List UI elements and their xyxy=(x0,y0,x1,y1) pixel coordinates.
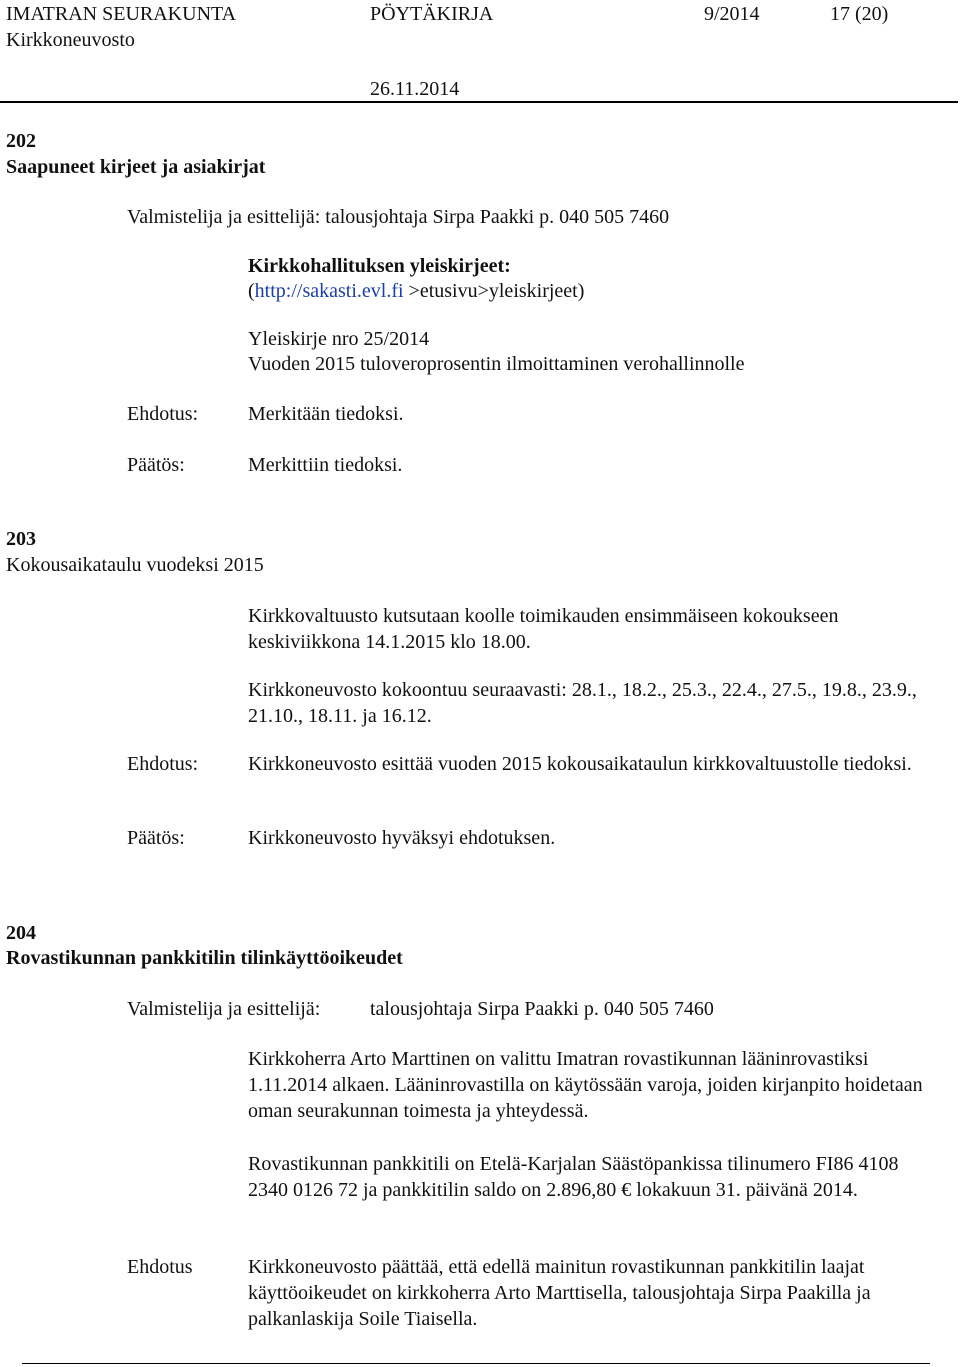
section-202-link-line xyxy=(248,278,584,304)
header-rule xyxy=(0,101,958,103)
section-202-proposal-label: Ehdotus: xyxy=(127,403,199,425)
section-204-number: 204 xyxy=(6,922,36,944)
section-202-decision-label: Päätös: xyxy=(127,454,185,476)
section-203-para1: Kirkkovaltuusto kutsutaan koolle toimikauden ensimmäiseen kokoukseen keskiviikkona 14.1.2015 klo 18.00. xyxy=(248,605,839,653)
section-202-letter-line1: Yleiskirje nro 25/2014 xyxy=(248,328,430,350)
header-org: IMATRAN SEURAKUNTA xyxy=(6,3,237,25)
section-202-letter-line2: Vuoden 2015 tuloveroprosentin ilmoittaminen verohallinnolle xyxy=(248,353,745,375)
section-204-proposal-label: Ehdotus xyxy=(127,1256,193,1278)
section-202-title: Saapuneet kirjeet ja asiakirjat xyxy=(6,156,266,178)
section-202-decision-text: Merkittiin tiedoksi. xyxy=(248,454,403,476)
section-204-preparer-name: talousjohtaja Sirpa Paakki p. 040 505 7460 xyxy=(370,998,714,1020)
header-number: 9/2014 xyxy=(704,3,760,25)
section-203-proposal-text: Kirkkoneuvosto esittää vuoden 2015 kokousaikataulun kirkkovaltuustolle tiedoksi. xyxy=(248,753,912,775)
section-202-number: 202 xyxy=(6,130,36,152)
section-203-proposal-label: Ehdotus: xyxy=(127,753,199,775)
sakasti-link[interactable]: http://sakasti.evl.fi xyxy=(254,280,404,302)
section-203-title: Kokousaikataulu vuodeksi 2015 xyxy=(6,554,264,576)
section-203-decision-text: Kirkkoneuvosto hyväksyi ehdotuksen. xyxy=(248,827,556,849)
section-202-preparer: Valmistelija ja esittelijä: talousjohtaja Sirpa Paakki p. 040 505 7460 xyxy=(127,206,670,228)
header-body: Kirkkoneuvosto xyxy=(6,29,135,51)
header-date: 26.11.2014 xyxy=(370,78,460,100)
section-203-number: 203 xyxy=(6,528,36,550)
header-doc-type: PÖYTÄKIRJA xyxy=(370,3,494,25)
section-204-para2: Rovastikunnan pankkitili on Etelä-Karjalan Säästöpankissa tilinumero FI86 4108 2340 0126 72 ja pankkitilin saldo on 2.896,80 € lokakuun 31. päivänä 2014. xyxy=(248,1153,899,1201)
section-204-proposal-text: Kirkkoneuvosto päättää, että edellä mainitun rovastikunnan pankkitilin laajat käyttöoikeudet on kirkkoherra Arto Marttisella, talousjohtaja Sirpa Paakilla ja palkanlaskija Soile Tiaisella. xyxy=(248,1256,871,1330)
link-open-paren: ( xyxy=(248,280,255,302)
section-204-preparer-label: Valmistelija ja esittelijä: xyxy=(127,998,321,1020)
header-page: 17 (20) xyxy=(830,3,889,25)
link-rest: >etusivu>yleiskirjeet) xyxy=(403,280,585,302)
section-204-para1: Kirkkoherra Arto Marttinen on valittu Imatran rovastikunnan lääninrovastiksi 1.11.2014 alkaen. Lääninrovastilla on käytössään varoja, joiden kirjanpito hoidetaan oman seurakunnan toimesta ja yhteydessä. xyxy=(248,1048,923,1122)
section-202-subheading: Kirkkohallituksen yleiskirjeet: xyxy=(248,255,511,277)
section-204-title: Rovastikunnan pankkitilin tilinkäyttöoikeudet xyxy=(6,947,403,969)
signature-rule xyxy=(22,1363,930,1364)
section-203-para2: Kirkkoneuvosto kokoontuu seuraavasti: 28.1., 18.2., 25.3., 22.4., 27.5., 19.8., 23.9., 21.10., 18.11. ja 16.12. xyxy=(248,679,917,727)
section-202-proposal-text: Merkitään tiedoksi. xyxy=(248,403,404,425)
section-203-decision-label: Päätös: xyxy=(127,827,185,849)
